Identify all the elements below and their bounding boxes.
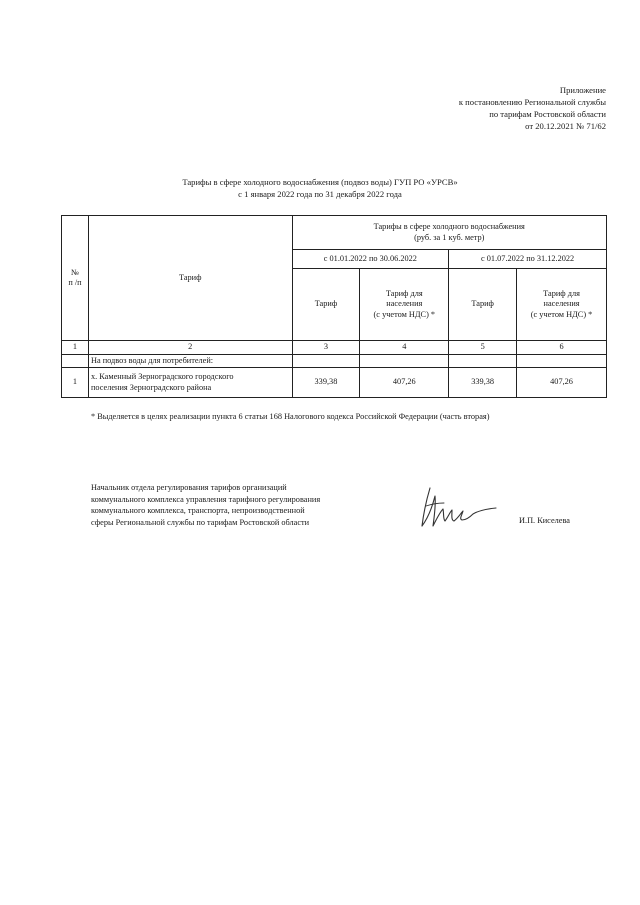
signer-position-line: сферы Региональной службы по тарифам Ростовской области (91, 517, 310, 527)
table-row (62, 368, 607, 398)
column-number: 1 (62, 341, 89, 355)
section-label: На подвоз воды для потребителей: (88, 354, 292, 368)
row-number: 1 (62, 368, 89, 398)
signer-position-line: Начальник отдела регулирования тарифов организаций (91, 483, 287, 492)
header-tariff-2: Тариф (449, 269, 517, 341)
column-number: 2 (88, 341, 292, 355)
appendix-line-4: от 20.12.2021 № 71/62 (525, 121, 606, 131)
header-population-2: Тариф для населения (с учетом НДС) * (517, 269, 607, 341)
column-number-row (62, 341, 607, 355)
row-name: х. Каменный Зерноградского городского поселения Зерноградского района (88, 368, 292, 398)
title-line-1: Тарифы в сфере холодного водоснабжения (подвоз воды) ГУП РО «УРСВ» (182, 177, 458, 187)
handwritten-signature (418, 484, 498, 530)
signer-position-line: коммунального комплекса, транспорта, непроизводственной (91, 506, 305, 515)
tariff-table (61, 215, 607, 398)
signer-name: И.П. Киселева (519, 516, 570, 525)
header-period-2: с 01.07.2022 по 31.12.2022 (449, 250, 607, 269)
header-tariff: Тариф (88, 216, 292, 341)
section-row (62, 354, 607, 368)
row-population-period-1: 407,26 (360, 368, 449, 398)
footnote: * Выделяется в целях реализации пункта 6 статьи 168 Налогового кодекса Российской Федерации (часть вторая) (91, 412, 490, 421)
appendix-header (459, 84, 606, 132)
column-number: 3 (292, 341, 360, 355)
column-number: 4 (360, 341, 449, 355)
document-title (0, 176, 640, 200)
appendix-line-3: по тарифам Ростовской области (489, 109, 606, 119)
row-tariff-period-2: 339,38 (449, 368, 517, 398)
signer-position-line: коммунального комплекса управления тарифного регулирования (91, 494, 321, 504)
header-number: № п /п (62, 216, 89, 341)
appendix-line-2: к постановлению Региональной службы (458, 97, 606, 107)
header-population-1: Тариф для населения (с учетом НДС) * (360, 269, 449, 341)
appendix-line-1: Приложение (559, 85, 606, 95)
title-line-2: с 1 января 2022 года по 31 декабря 2022 года (238, 189, 402, 199)
signer-position (91, 482, 320, 528)
header-tariff-group: Тарифы в сфере холодного водоснабжения (руб. за 1 куб. метр) (292, 216, 606, 250)
column-number: 6 (517, 341, 607, 355)
row-tariff-period-1: 339,38 (292, 368, 360, 398)
column-number: 5 (449, 341, 517, 355)
header-period-1: с 01.01.2022 по 30.06.2022 (292, 250, 449, 269)
row-population-period-2: 407,26 (517, 368, 607, 398)
header-tariff-1: Тариф (292, 269, 360, 341)
